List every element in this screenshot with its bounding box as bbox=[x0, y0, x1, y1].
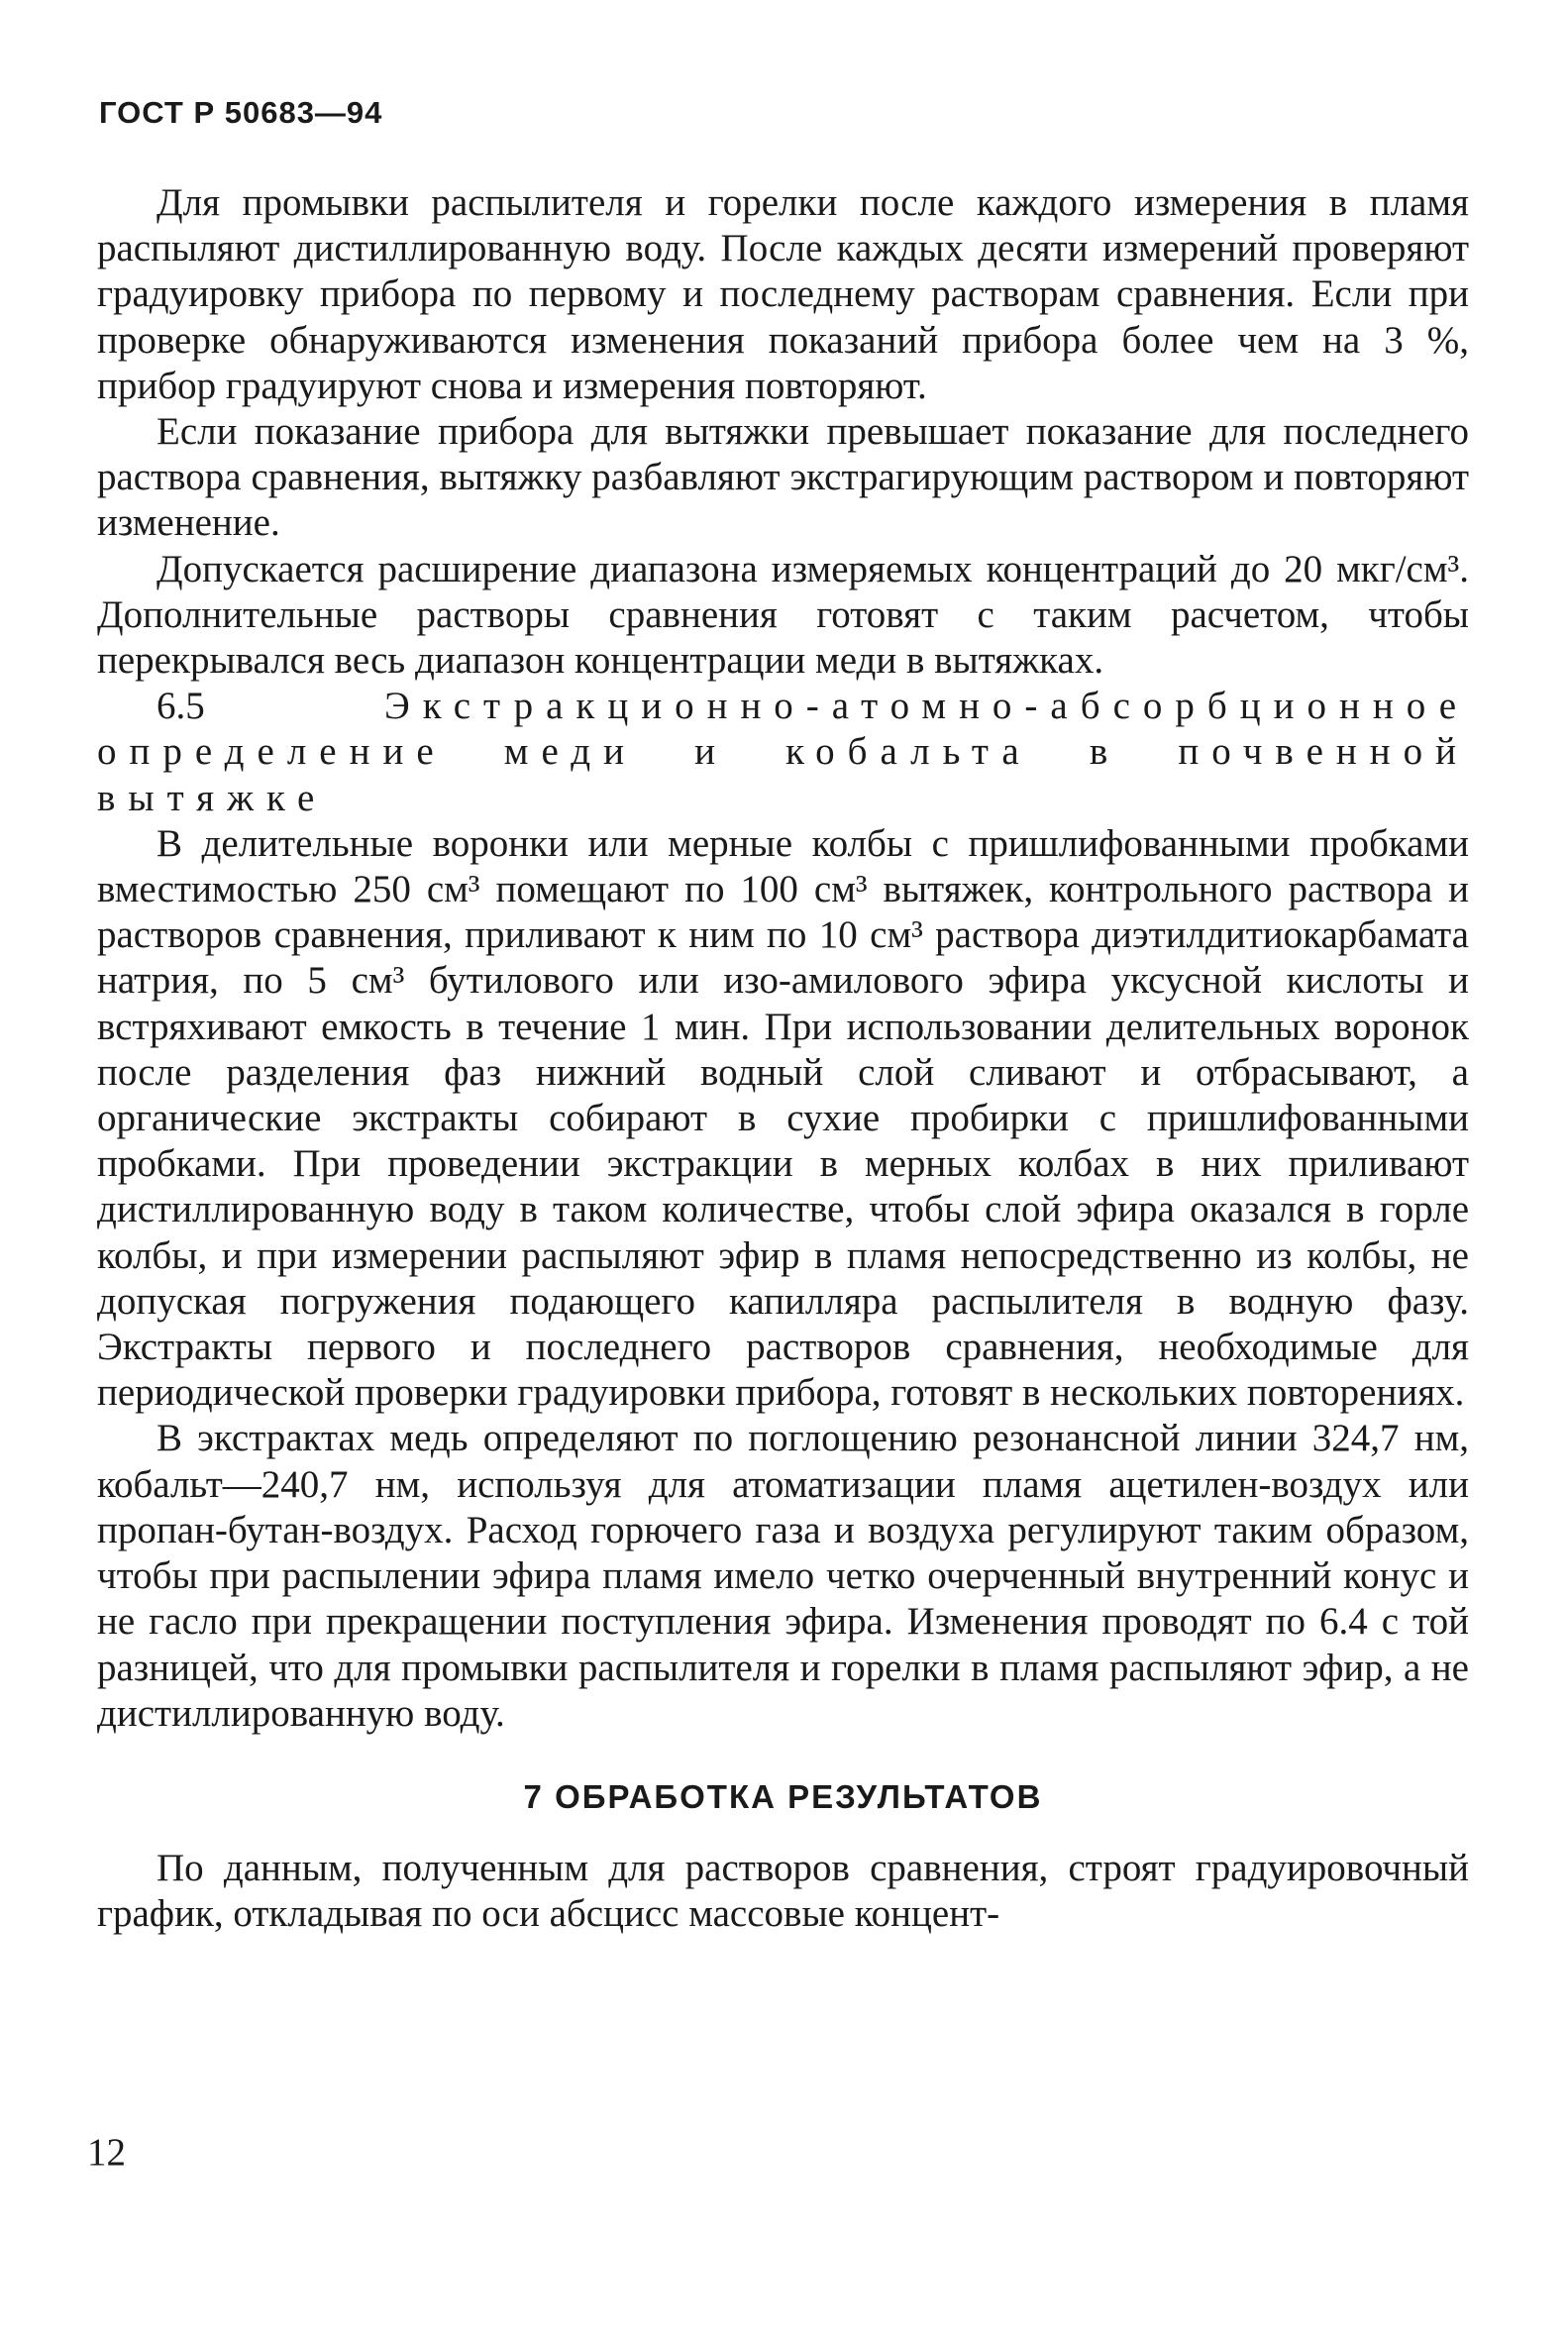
section-6-5-title: Экстракционно-атомно-абсорбционное определение меди и кобальта в почвенной вытяжке bbox=[97, 685, 1469, 819]
paragraph-dilution: Если показание прибора для вытяжки превышает показание для последнего раствора сравнения, вытяжку разбавляют экстрагирующим раствором и повторяют изменение. bbox=[97, 410, 1469, 545]
paragraph-measurement-lines: В экстрактах медь определяют по поглощению резонансной линии 324,7 нм, кобальт—240,7 нм, используя для атоматизации пламя ацетилен-воздух или пропан-бутан-воздух. Расход горючего газа и воздуха регулируют таким образом, чтобы при распылении эфира пламя имело четко очерченный внутренний конус и не гасло при прекращении поступления эфира. Изменения проводят по 6.4 с той разницей, что для промывки распылителя и горелки в пламя распыляют эфир, а не дистиллированную воду. bbox=[97, 1417, 1469, 1735]
paragraph-range-extension: Допускается расширение диапазона измеряемых концентраций до 20 мкг/см³. Дополнительные растворы сравнения готовят с таким расчетом, чтобы перекрывался весь диапазон концентрации меди в вытяжках. bbox=[97, 547, 1469, 683]
paragraph-rinse: Для промывки распылителя и горелки после каждого измерения в пламя распыляют дистиллированную воду. После каждых десяти измерений проверяют градуировку прибора по первому и последнему растворам сравнения. Если при проверке обнаруживаются изменения показаний прибора более чем на 3 %, прибор градуируют снова и измерения повторяют. bbox=[97, 181, 1469, 407]
paragraph-results-processing: По данным, полученным для растворов сравнения, строят градуировочный график, откладывая по оси абсцисс массовые концент- bbox=[97, 1847, 1469, 1936]
section-6-5-number: 6.5 bbox=[157, 685, 205, 728]
paragraph-extraction-procedure: В делительные воронки или мерные колбы с пришлифованными пробками вместимостью 250 см³ помещают по 100 см³ вытяжек, контрольного раствора и растворов сравнения, приливают к ним по 10 см³ раствора диэтилдитиокарбамата натрия, по 5 см³ бутилового или изо-амилового эфира уксусной кислоты и встряхивают емкость в течение 1 мин. При использовании делительных воронок после разделения фаз нижний водный слой сливают и отбрасывают, а органические экстракты собирают в сухие пробирки с пришлифованными пробками. При проведении экстракции в мерных колбах в них приливают дистиллированную воду в таком количестве, чтобы слой эфира оказался в горле колбы, и при измерении распыляют эфир в пламя непосредственно из колбы, не допуская погружения подающего капилляра распылителя в водную фазу. Экстракты первого и последнего растворов сравнения, необходимые для периодической проверки градуировки прибора, готовят в нескольких повторениях. bbox=[97, 821, 1469, 1415]
section-6-5-heading bbox=[97, 684, 1469, 821]
page-number: 12 bbox=[87, 2131, 126, 2174]
section-7-title: 7 ОБРАБОТКА РЕЗУЛЬТАТОВ bbox=[523, 1777, 1043, 1815]
body-text bbox=[97, 180, 1469, 1938]
standard-header: ГОСТ Р 50683—94 bbox=[99, 95, 383, 130]
